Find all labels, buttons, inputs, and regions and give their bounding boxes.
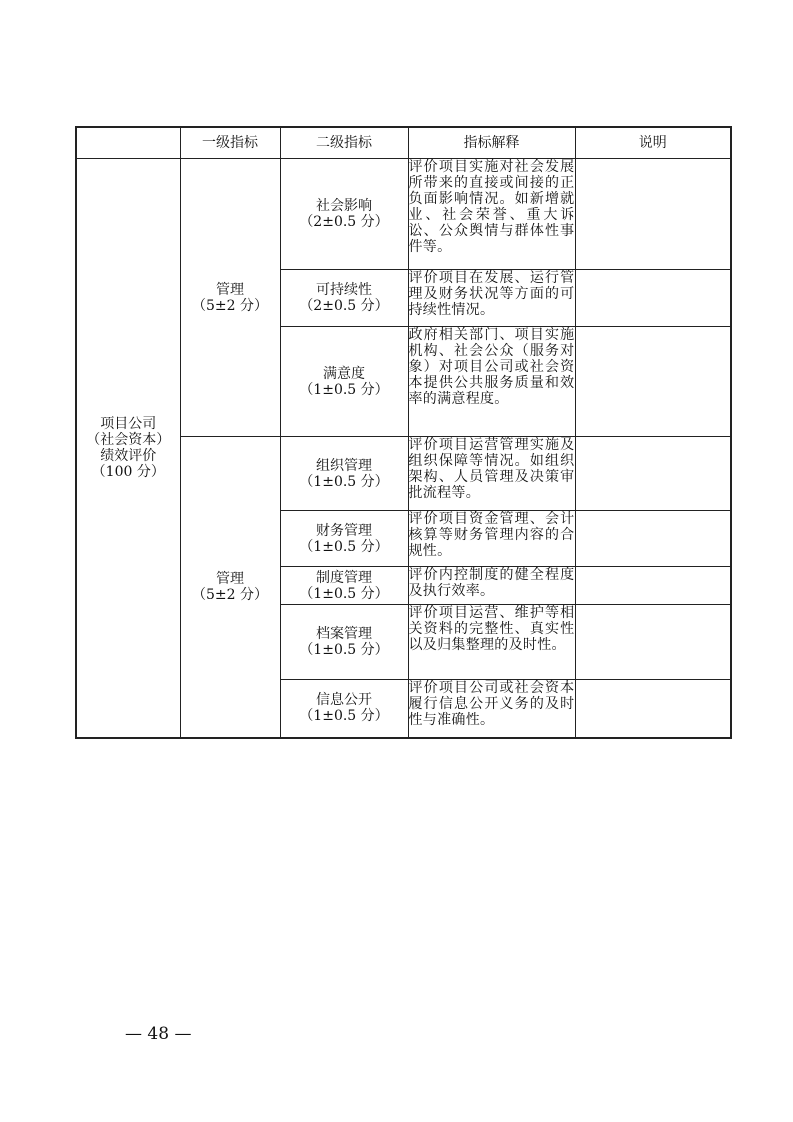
- level2-cell: [280, 327, 408, 437]
- level2-score: （2±0.5 分）: [299, 214, 389, 230]
- level2-score: （1±0.5 分）: [299, 473, 389, 490]
- level2-score: （2±0.5 分）: [299, 298, 389, 314]
- level1-name: 管理: [216, 281, 244, 298]
- level1-score: （5±2 分）: [192, 297, 268, 314]
- explanation-cell: 评价项目实施对社会发展所带来的直接或间接的正负面影响情况。如新增就业、社会荣誉、重大诉讼、公众舆情与群体性事件等。: [408, 159, 575, 270]
- level2-score: （1±0.5 分）: [299, 642, 389, 658]
- level1-cell: [180, 437, 280, 738]
- level2-name: 档案管理: [316, 626, 372, 642]
- note-cell: [575, 680, 731, 738]
- level1-cell: [180, 159, 280, 437]
- level2-cell: [280, 159, 408, 270]
- note-cell: [575, 511, 731, 567]
- level2-score: （1±0.5 分）: [299, 381, 389, 398]
- header-level1: 一级指标: [180, 127, 280, 159]
- note-cell: [575, 327, 731, 437]
- main-label-line: 项目公司: [100, 415, 157, 432]
- header-explanation: 指标解释: [408, 127, 575, 159]
- explanation-cell: 政府相关部门、项目实施机构、社会公众（服务对象）对项目公司或社会资本提供公共服务质量和效率的满意程度。: [408, 327, 575, 437]
- main-label-line: （社会资本）: [86, 431, 171, 448]
- main-label-line: （100 分）: [91, 463, 165, 480]
- level2-cell: [280, 270, 408, 327]
- level2-name: 社会影响: [316, 198, 372, 214]
- evaluation-table: [75, 126, 732, 739]
- level2-name: 制度管理: [316, 569, 372, 586]
- explanation-cell: 评价内控制度的健全程度及执行效率。: [408, 567, 575, 605]
- level2-cell: [280, 437, 408, 511]
- level2-cell: [280, 605, 408, 680]
- main-category-cell: [76, 159, 180, 738]
- explanation-cell: 评价项目在发展、运行管理及财务状况等方面的可持续性情况。: [408, 270, 575, 327]
- level2-name: 可持续性: [316, 282, 372, 298]
- level2-name: 满意度: [323, 365, 365, 382]
- note-cell: [575, 159, 731, 270]
- level2-name: 信息公开: [316, 692, 372, 709]
- explanation-cell: 评价项目资金管理、会计核算等财务管理内容的合规性。: [408, 511, 575, 567]
- level2-score: （1±0.5 分）: [299, 708, 389, 725]
- level1-name: 管理: [216, 570, 244, 587]
- level2-cell: [280, 680, 408, 738]
- level1-score: （5±2 分）: [192, 586, 268, 603]
- level2-cell: [280, 511, 408, 567]
- level2-name: 财务管理: [316, 522, 372, 539]
- explanation-cell: 评价项目公司或社会资本履行信息公开义务的及时性与准确性。: [408, 680, 575, 738]
- note-cell: [575, 605, 731, 680]
- header-blank: [76, 127, 180, 159]
- level2-score: （1±0.5 分）: [299, 585, 389, 602]
- main-label-line: 绩效评价: [100, 447, 157, 464]
- level2-cell: [280, 567, 408, 605]
- explanation-cell: 评价项目运营、维护等相关资料的完整性、真实性以及归集整理的及时性。: [408, 605, 575, 680]
- table-row: [76, 159, 731, 270]
- note-cell: [575, 567, 731, 605]
- level2-score: （1±0.5 分）: [299, 538, 389, 555]
- note-cell: [575, 437, 731, 511]
- explanation-cell: 评价项目运营管理实施及组织保障等情况。如组织架构、人员管理及决策审批流程等。: [408, 437, 575, 511]
- header-row: [76, 127, 731, 159]
- header-level2: 二级指标: [280, 127, 408, 159]
- header-note: 说明: [575, 127, 731, 159]
- page-number: — 48 —: [125, 1024, 192, 1044]
- level2-name: 组织管理: [316, 457, 372, 474]
- note-cell: [575, 270, 731, 327]
